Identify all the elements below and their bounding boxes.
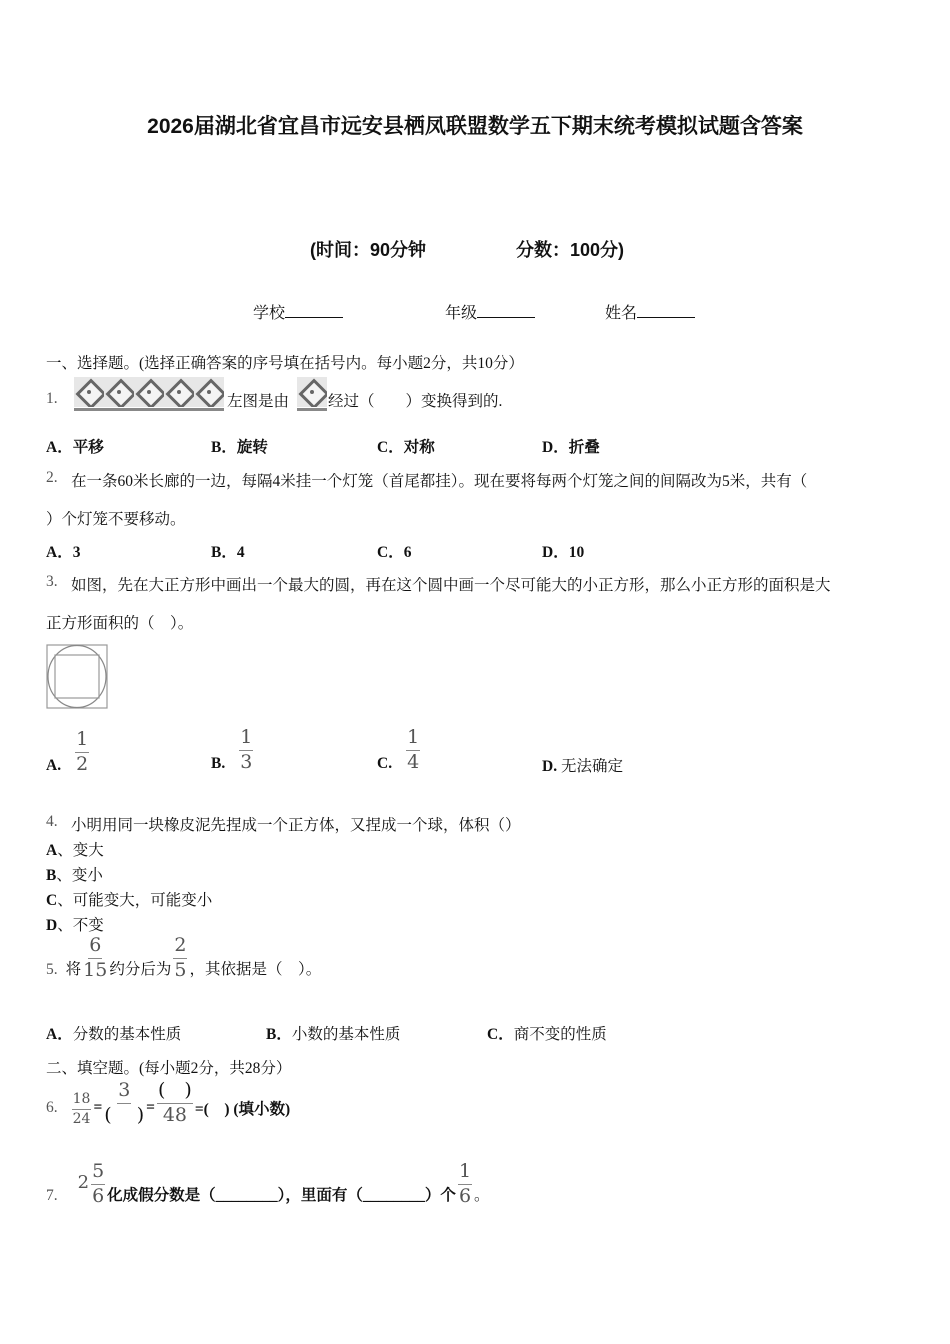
name-label: 姓名 — [605, 303, 638, 322]
section2-heading: 二、填空题。(每小题2分，共28分） — [46, 1060, 292, 1077]
time-label: (时间：90分钟 — [310, 240, 427, 260]
q1-number: 1. — [46, 390, 58, 407]
q1-unit-image — [297, 377, 327, 407]
grade-field — [445, 300, 535, 323]
q3-option-b[interactable] — [211, 728, 255, 773]
score-label: 分数：100分) — [516, 240, 625, 260]
name-field — [605, 300, 695, 323]
q4-option-c[interactable]: C、可能变大，可能变小 — [46, 892, 213, 909]
q1-option-c[interactable]: C．对称 — [377, 439, 435, 456]
q3-option-c-label: C. — [377, 754, 393, 772]
q6-equals-1: = — [93, 1099, 103, 1117]
fraction-one-sixth: $\frac{1}{6}$ — [458, 1160, 472, 1207]
q1-option-b[interactable]: B．旋转 — [211, 439, 268, 456]
fraction-five-sixths: $\frac{5}{6}$ — [92, 1160, 105, 1207]
q3-option-a-label: A. — [46, 756, 62, 774]
q6-equals-2: = — [146, 1099, 156, 1117]
q4-number: 4. — [46, 813, 58, 830]
q5-question — [46, 936, 321, 981]
q2-number: 2. — [46, 469, 58, 486]
q4-text: 小明用同一块橡皮泥先捏成一个正方体，又捏成一个球，体积（） — [71, 817, 521, 834]
q5-text-mid: 约分后为 — [109, 960, 172, 978]
q7-text[interactable]: 化成假分数是（________），里面有（________）个 — [107, 1186, 456, 1204]
q7-end: 。 — [474, 1186, 490, 1204]
name-blank[interactable] — [637, 303, 695, 318]
q3-option-d-text: 无法确定 — [560, 758, 623, 775]
q3-option-a[interactable] — [46, 730, 91, 775]
q2-option-d[interactable]: D．10 — [542, 544, 585, 561]
fraction-one-quarter: $\frac{1}{4}$ — [407, 726, 420, 773]
school-blank[interactable] — [285, 303, 343, 318]
fraction-two-fifths: $\frac{2}{5}$ — [174, 934, 187, 981]
q1-text-a: 左图是由 — [227, 393, 290, 410]
q5-option-c[interactable]: C．商不变的性质 — [487, 1026, 607, 1043]
q3-square-circle-figure — [46, 644, 108, 710]
q7-question — [46, 1162, 490, 1207]
q3-option-d-label: D. — [542, 758, 558, 775]
grade-blank[interactable] — [477, 303, 535, 318]
q1-text-b: 经过（ ）变换得到的. — [328, 393, 503, 410]
q2-option-c[interactable]: C．6 — [377, 544, 412, 561]
q2-text-line2: ）个灯笼不要移动。 — [46, 511, 186, 528]
q1-option-a[interactable]: A．平移 — [46, 439, 104, 456]
q6-question — [46, 1080, 290, 1126]
fraction-one-third: $\frac{1}{3}$ — [240, 726, 253, 773]
school-field — [253, 300, 343, 323]
q4-option-a[interactable]: A、变大 — [46, 842, 104, 859]
fraction-one-half: $\frac{1}{2}$ — [76, 728, 89, 775]
q5-text-pre: 将 — [65, 960, 82, 978]
q3-text-line2: 正方形面积的（ ）。 — [46, 615, 194, 632]
q1-pattern-image — [74, 377, 224, 407]
q5-option-b[interactable]: B．小数的基本性质 — [266, 1026, 401, 1043]
q5-number: 5. — [46, 960, 58, 978]
q7-number: 7. — [46, 1186, 58, 1204]
grade-label: 年级 — [445, 303, 478, 322]
q4-option-b[interactable]: B、变小 — [46, 867, 103, 884]
q2-text-line1: 在一条60米长廊的一边，每隔4米挂一个灯笼（首尾都挂）。现在要将每两个灯笼之间的间隔改为5米，共有（ — [71, 473, 808, 490]
fraction-18-24: $\frac{18}{24}$ — [72, 1091, 91, 1127]
q3-text-line1: 如图，先在大正方形中画出一个最大的圆，再在这个圆中画一个尽可能大的小正方形，那么小正方形的面积是大 — [71, 577, 831, 594]
q1-option-d[interactable]: D．折叠 — [542, 439, 600, 456]
fraction-3-blank[interactable]: $\frac{3}{( )}$ — [104, 1078, 145, 1126]
q5-text-post: ，其依据是（ ）。 — [189, 960, 322, 978]
q6-decimal-blank[interactable]: =( ) (填小数) — [194, 1101, 291, 1119]
q2-option-b[interactable]: B．4 — [211, 544, 245, 561]
fraction-six-fifteenths: $\frac{6}{15}$ — [83, 934, 108, 981]
q3-option-b-label: B. — [211, 754, 226, 772]
q2-option-a[interactable]: A．3 — [46, 544, 81, 561]
q5-option-a[interactable]: A．分数的基本性质 — [46, 1026, 182, 1043]
q4-option-d[interactable]: D、不变 — [46, 917, 104, 934]
document-title: 2026届湖北省宜昌市远安县栖凤联盟数学五下期末统考模拟试题含答案 — [147, 115, 803, 138]
q3-number: 3. — [46, 573, 58, 590]
fraction-blank-48[interactable]: $\frac{( )}{48}$ — [158, 1078, 192, 1126]
q3-option-d[interactable] — [542, 754, 623, 776]
mixed-number-whole: 2 — [77, 1171, 90, 1193]
section1-heading: 一、选择题。(选择正确答案的序号填在括号内。每小题2分，共10分） — [46, 355, 524, 372]
q6-number: 6. — [46, 1099, 58, 1117]
school-label: 学校 — [253, 303, 286, 322]
q3-option-c[interactable] — [377, 728, 422, 773]
